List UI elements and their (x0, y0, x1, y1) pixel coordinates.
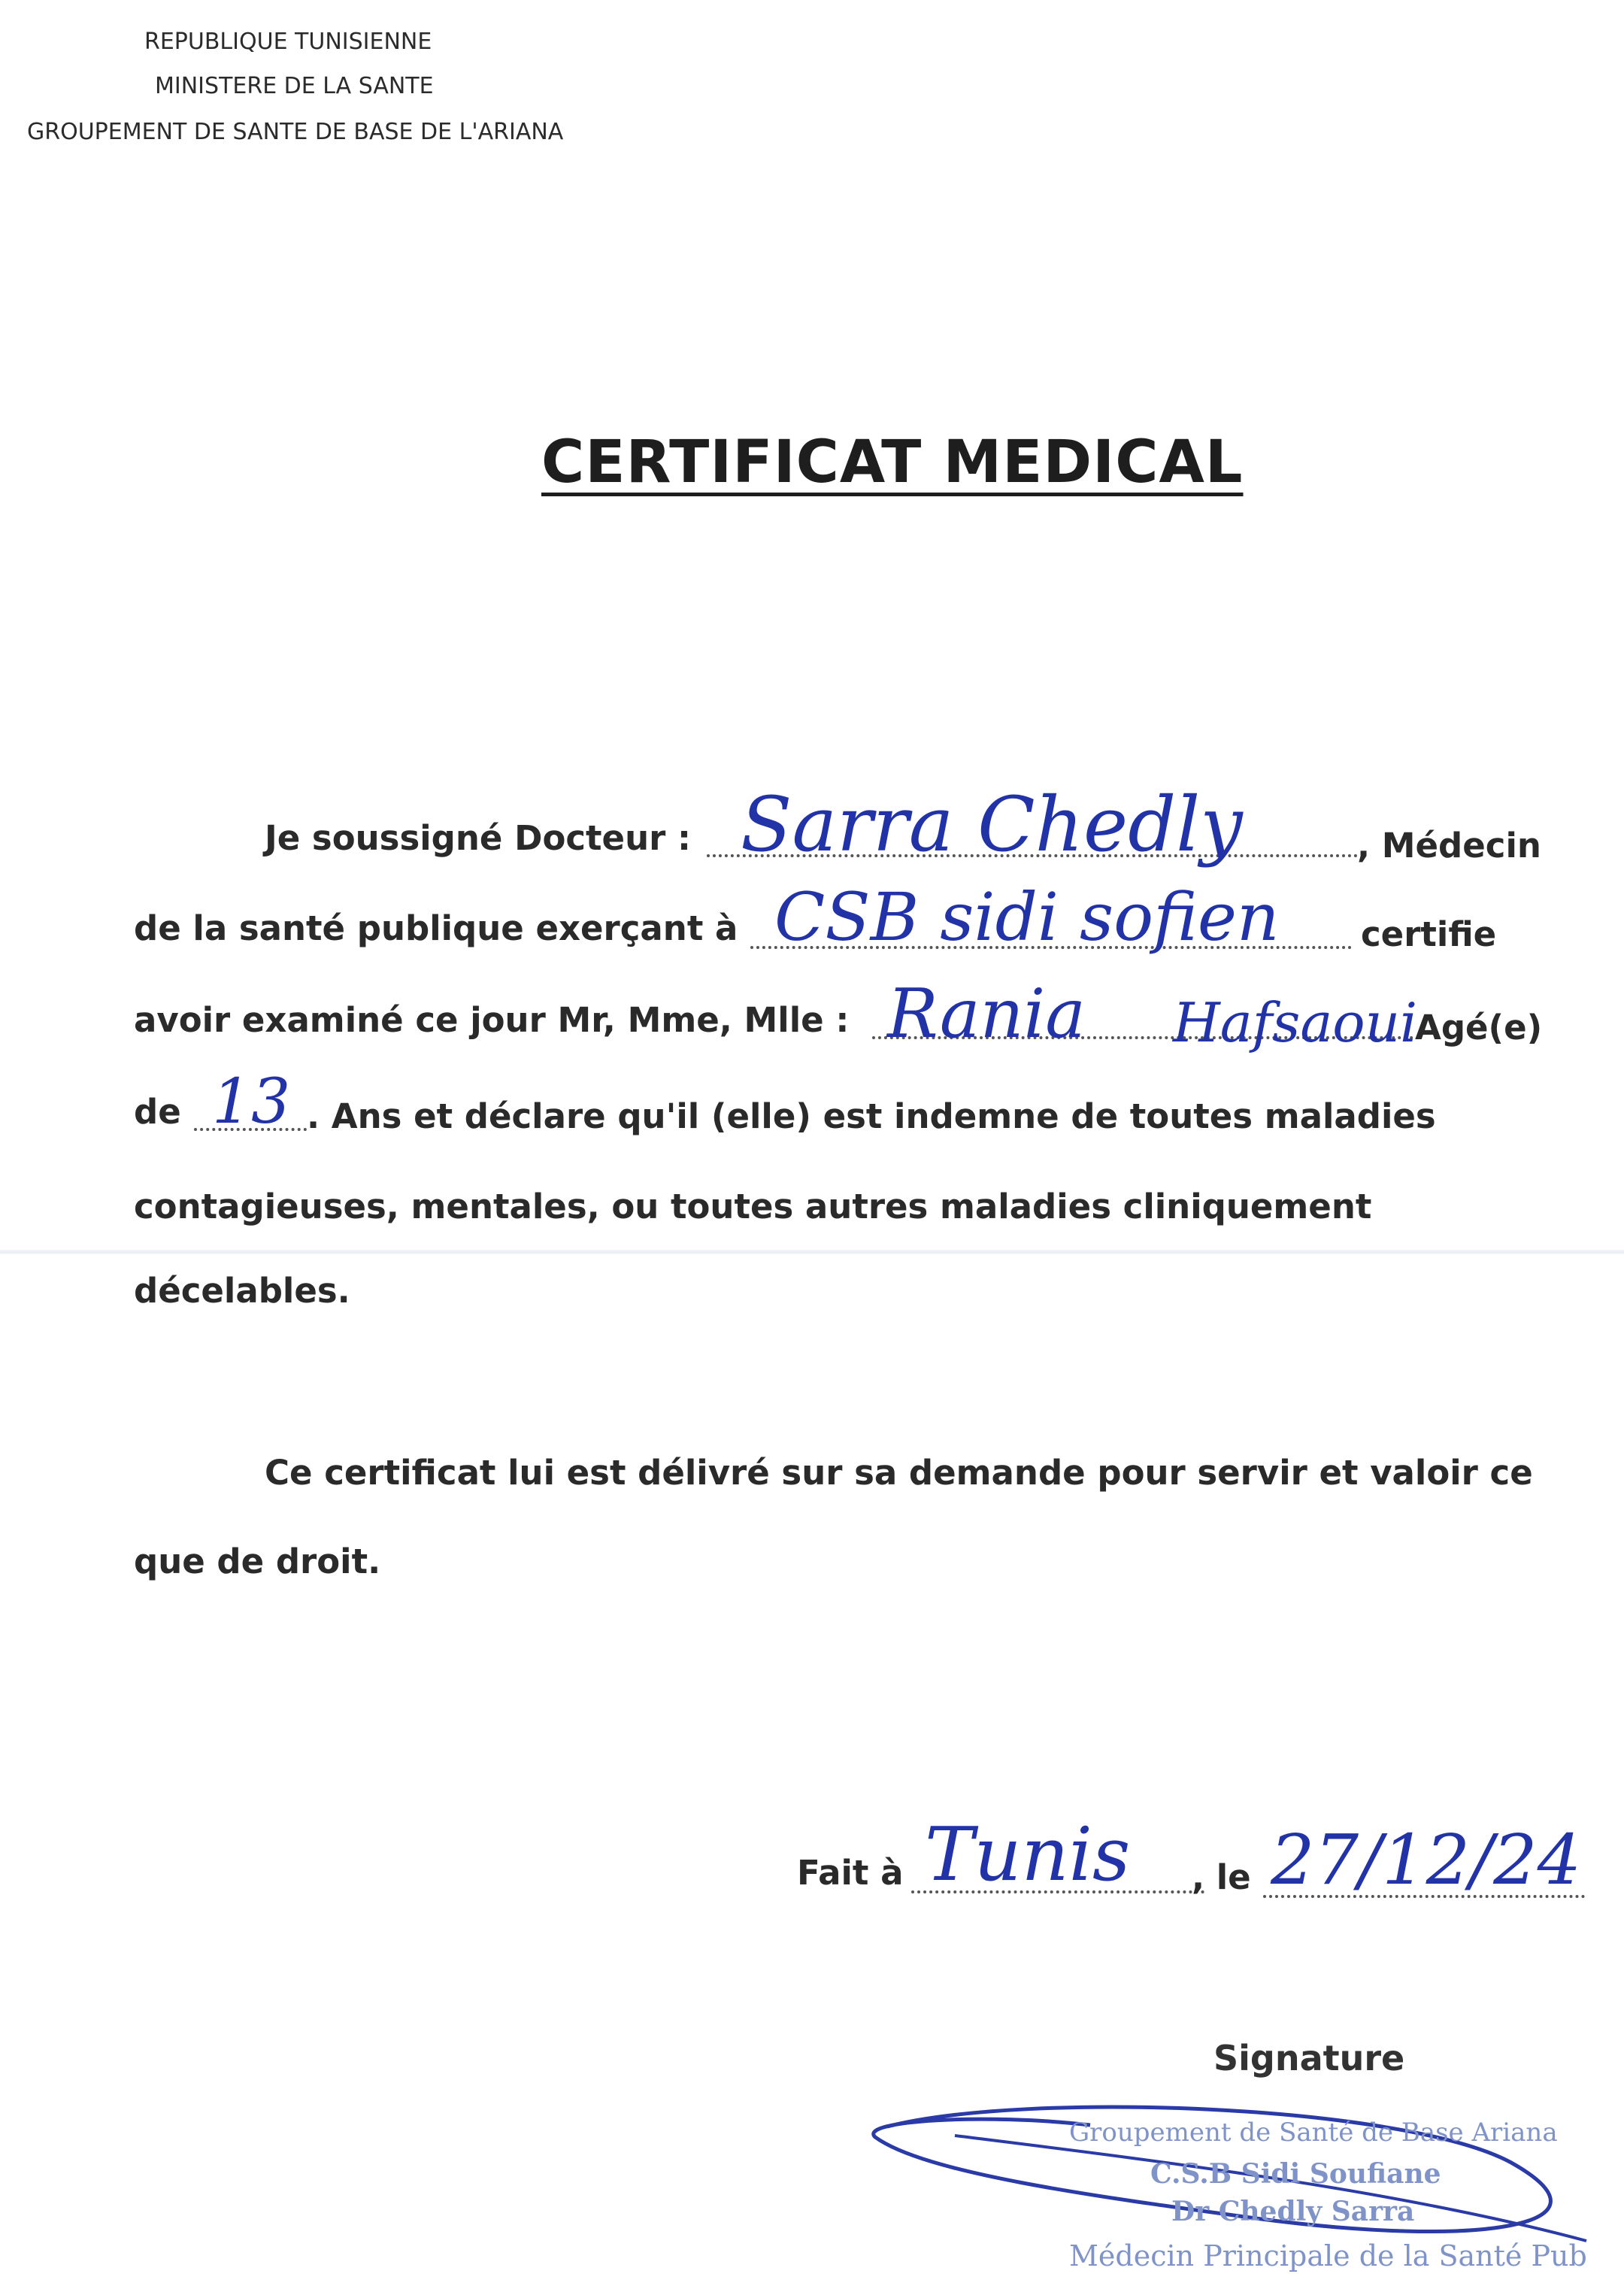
paper-fold (0, 1250, 1624, 1254)
declaration-text: . Ans et déclare qu'il (elle) est indemne de toutes maladies (307, 1096, 1436, 1136)
medecin-label: , Médecin (1357, 826, 1541, 866)
stamp-line-1: Groupement de Santé de Base Ariana (1069, 2118, 1558, 2148)
document-title: CERTIFICAT MEDICAL (541, 429, 1244, 496)
place-handwritten: CSB sidi sofien (774, 878, 1280, 956)
certifie-label: certifie (1361, 914, 1497, 954)
city-handwritten: Tunis (925, 1812, 1131, 1898)
age-handwritten: 13 (212, 1066, 291, 1138)
de-label: de (134, 1092, 181, 1132)
le-label: , le (1192, 1857, 1251, 1897)
signature-label: Signature (1213, 2038, 1405, 2078)
age-label: Agé(e) (1415, 1008, 1543, 1047)
place-label: de la santé publique exerçant à (134, 908, 738, 948)
header-ministry: MINISTERE DE LA SANTE (155, 73, 434, 99)
stamp-line-4: Médecin Principale de la Santé Pub (1069, 2239, 1587, 2272)
patient-last-name-handwritten: Hafsaoui (1173, 991, 1417, 1054)
doctor-label: Je soussigné Docteur : (265, 818, 691, 858)
doctor-name-handwritten: Sarra Chedly (741, 781, 1243, 869)
stamp-line-2: C.S.B Sidi Soufiane (1150, 2158, 1441, 2190)
doctor-stamp (865, 2090, 1601, 2295)
diseases-text: contagieuses, mentales, ou toutes autres maladies cliniquement (134, 1187, 1372, 1226)
header-groupement: GROUPEMENT DE SANTE DE BASE DE L'ARIANA (27, 119, 564, 145)
patient-first-name-handwritten: Rania (887, 975, 1086, 1054)
delivery-text: Ce certificat lui est délivré sur sa demande pour servir et valoir ce (265, 1453, 1533, 1493)
header-republic: REPUBLIQUE TUNISIENNE (144, 29, 432, 55)
fait-a-label: Fait à (797, 1853, 904, 1893)
date-handwritten: 27/12/24 (1271, 1820, 1582, 1900)
patient-label: avoir examiné ce jour Mr, Mme, Mlle : (134, 1000, 850, 1040)
decelables-text: décelables. (134, 1271, 350, 1311)
stamp-line-3: Dr Chedly Sarra (1171, 2196, 1415, 2227)
droit-text: que de droit. (134, 1542, 381, 1581)
